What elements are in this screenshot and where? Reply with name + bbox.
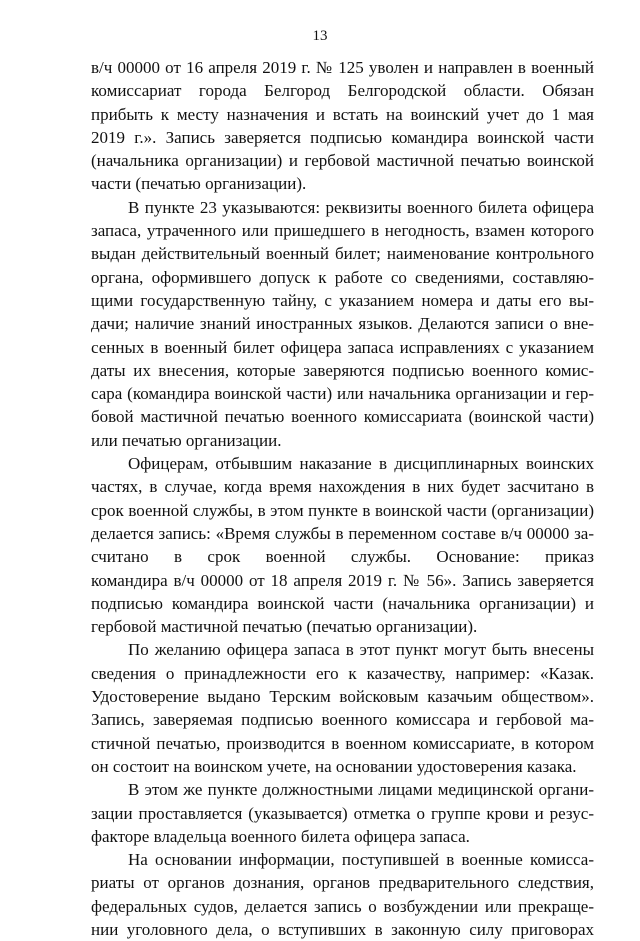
text-line: На основании информации, поступившей в военные комисса-: [128, 850, 594, 870]
text-line: бовой мастичной печатью военного комиссариата (воинской части): [91, 407, 594, 427]
text-line: зации проставляется (указывается) отметка о группе крови и резус-: [91, 803, 594, 823]
text-line: или печатью организации.: [91, 430, 282, 450]
text-line: выдан действительный военный билет; наименование контрольного: [91, 244, 594, 264]
text-line: сведения о принадлежности его к казачеству, например: «Казак.: [91, 663, 594, 683]
text-line: Запись, заверяемая подписью военного комиссара и гербовой ма-: [91, 710, 594, 730]
text-line: щими государственную тайну, с указанием номера и даты его вы-: [91, 290, 594, 310]
text-line: риаты от органов дознания, органов предварительного следствия,: [91, 873, 594, 893]
text-line: По желанию офицера запаса в этот пункт могут быть внесены: [128, 640, 594, 660]
text-line: запаса, утраченного или пришедшего в негодность, взамен которого: [91, 221, 594, 241]
text-line: прибыть к месту назначения и встать на воинский учет до 1 мая: [91, 104, 594, 124]
text-line: делается запись: «Время службы в переменном составе в/ч 00000 за-: [91, 523, 594, 543]
text-line: даты их внесения, которые заверяются подписью военного комис-: [91, 360, 594, 380]
text-line: нии уголовного дела, о вступивших в законную силу приговорах: [91, 919, 594, 939]
text-line: Офицерам, отбывшим наказание в дисциплинарных воинских: [128, 454, 594, 474]
text-line: сара (командира воинской части) или начальника организации и гер-: [91, 384, 594, 404]
text-line: срок военной службы, в этом пункте в воинской части (организации): [91, 500, 594, 520]
text-line: он состоит на воинском учете, на основании удостоверения казака.: [91, 756, 577, 776]
text-line: подписью командира воинской части (начальника организации) и: [91, 593, 594, 613]
text-line: Удостоверение выдано Терским войсковым казачьим обществом».: [91, 687, 594, 707]
text-line: федеральных судов, делается запись о возбуждении или прекраще-: [91, 896, 594, 916]
text-line: комиссариат города Белгород Белгородской области. Обязан: [91, 81, 594, 101]
text-line: факторе владельца военного билета офицера запаса.: [91, 826, 470, 846]
text-line: В пункте 23 указываются: реквизиты военного билета офицера: [128, 197, 594, 217]
page-number: 13: [312, 28, 328, 44]
text-line: стичной печатью, производится в военном комиссариате, в котором: [91, 733, 594, 753]
text-line: считано в срок военной службы. Основание: приказ: [91, 547, 594, 567]
text-line: гербовой мастичной печатью (печатью организации).: [91, 617, 478, 637]
text-line: сенных в военный билет офицера запаса исправлениях с указанием: [91, 337, 594, 357]
text-line: дачи; наличие знаний иностранных языков. Делаются записи о вне-: [91, 314, 594, 334]
text-line: (начальника организации) и гербовой мастичной печатью воинской: [91, 151, 594, 171]
text-line: 2019 г.». Запись заверяется подписью командира воинской части: [91, 127, 594, 147]
document-body: [91, 56, 594, 941]
text-line: В этом же пункте должностными лицами медицинской органи-: [128, 780, 594, 800]
text-line: командира в/ч 00000 от 18 апреля 2019 г. № 56». Запись заверяется: [91, 570, 594, 590]
text-line: части (печатью организации).: [91, 174, 307, 194]
text-line: органа, оформившего допуск к работе со сведениями, составляю-: [91, 267, 594, 287]
text-line: в/ч 00000 от 16 апреля 2019 г. № 125 уволен и направлен в военный: [91, 58, 594, 77]
text-line: частях, в случае, когда время нахождения в них будет засчитано в: [91, 477, 594, 497]
